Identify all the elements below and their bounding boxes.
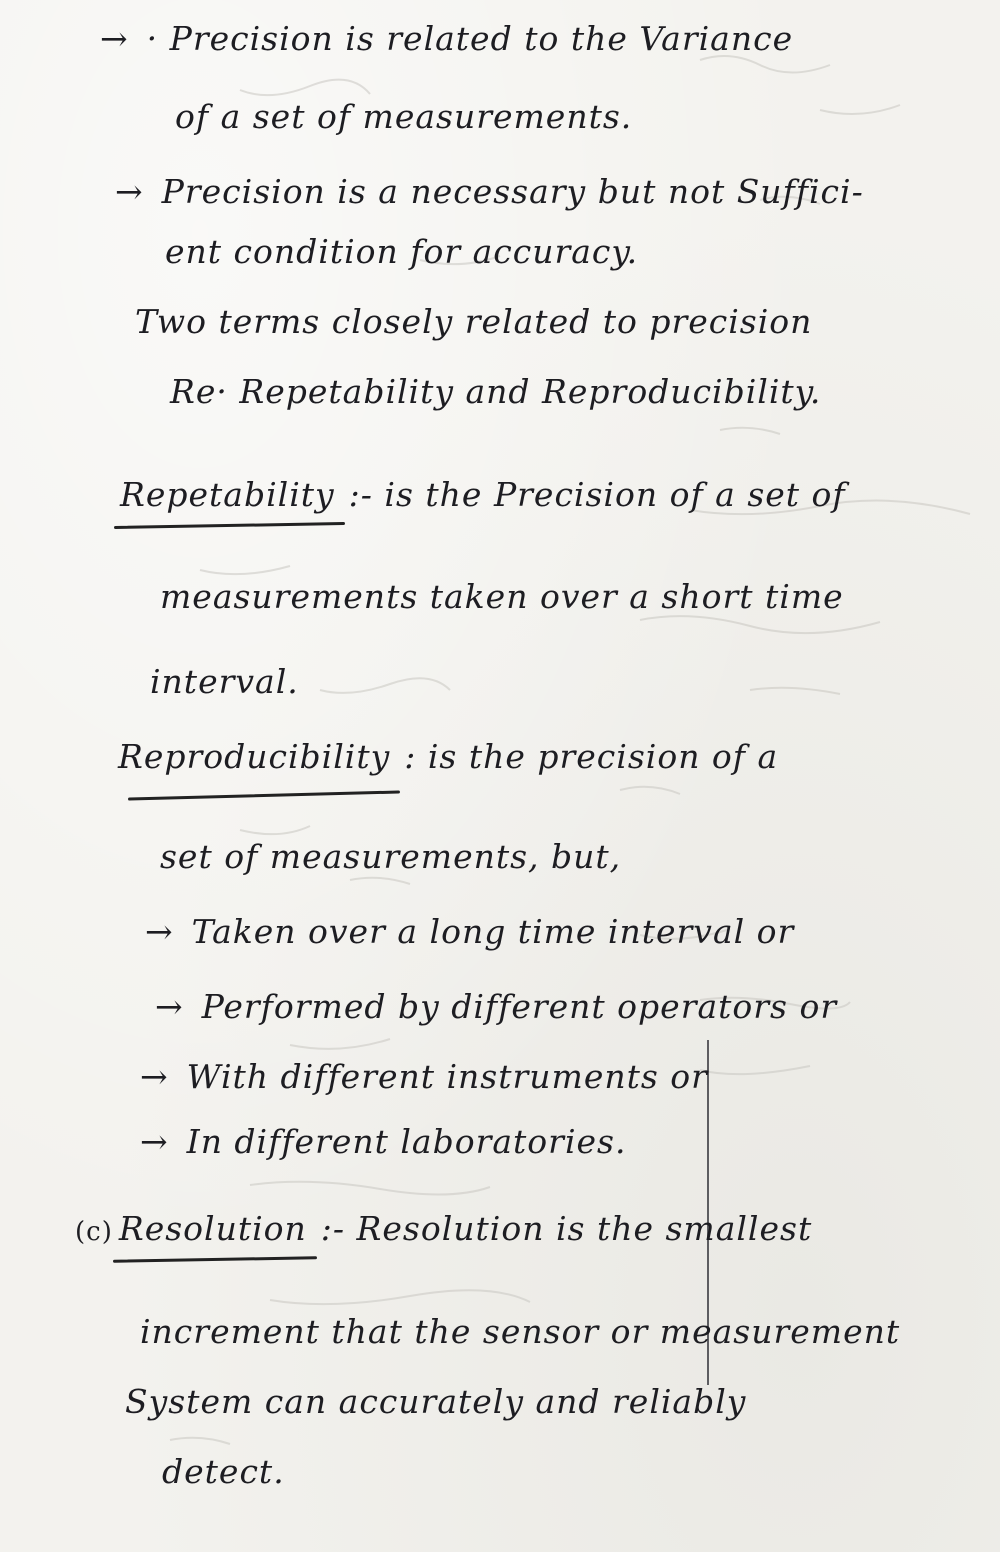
line-text: :- is the Precision of a set of bbox=[348, 475, 846, 514]
line-3 bbox=[115, 172, 864, 211]
line-2 bbox=[175, 97, 633, 136]
line-10 bbox=[118, 737, 779, 776]
term-text: Reproducibility bbox=[118, 737, 391, 776]
term-repetability bbox=[120, 475, 335, 514]
right-arrow-icon: → bbox=[155, 987, 184, 1026]
line-text: Performed by different operators or bbox=[201, 987, 838, 1026]
line-text: ent condition for accuracy. bbox=[165, 232, 639, 271]
line-text: interval. bbox=[150, 662, 299, 701]
line-text: Taken over a long time interval or bbox=[191, 912, 795, 951]
right-arrow-icon: → bbox=[140, 1122, 169, 1161]
line-6 bbox=[170, 372, 822, 411]
line-19 bbox=[162, 1452, 285, 1491]
line-text: increment that the sensor or measurement bbox=[140, 1312, 901, 1351]
line-text: measurements taken over a short time bbox=[160, 577, 844, 616]
term-text: Repetability bbox=[120, 475, 335, 514]
line-5 bbox=[135, 302, 813, 341]
line-1 bbox=[100, 19, 794, 58]
line-11 bbox=[160, 837, 622, 876]
line-text: · Precision is related to the Variance bbox=[146, 19, 794, 58]
right-arrow-icon: → bbox=[115, 172, 144, 211]
line-text: With different instruments or bbox=[186, 1057, 708, 1096]
line-17 bbox=[140, 1312, 901, 1351]
line-text: System can accurately and reliably bbox=[125, 1382, 747, 1421]
term-resolution bbox=[118, 1209, 307, 1248]
section-marker: (c) bbox=[75, 1217, 113, 1247]
line-text: :- Resolution is the smallest bbox=[320, 1209, 813, 1248]
line-text: set of measurements, but, bbox=[160, 837, 622, 876]
line-text: of a set of measurements. bbox=[175, 97, 633, 136]
right-arrow-icon: → bbox=[140, 1057, 169, 1096]
line-14 bbox=[140, 1057, 708, 1096]
line-text: In different laboratories. bbox=[186, 1122, 627, 1161]
underline bbox=[114, 522, 345, 529]
line-15 bbox=[140, 1122, 627, 1161]
line-8 bbox=[160, 577, 844, 616]
line-text: Re· Repetability and Reproducibility. bbox=[170, 372, 822, 411]
line-16 bbox=[75, 1209, 813, 1248]
line-text: Two terms closely related to precision bbox=[135, 302, 813, 341]
line-4 bbox=[165, 232, 639, 271]
term-reproducibility bbox=[118, 737, 391, 776]
line-18 bbox=[125, 1382, 747, 1421]
line-7 bbox=[120, 475, 846, 514]
line-text: Precision is a necessary but not Suffici- bbox=[161, 172, 864, 211]
line-text: detect. bbox=[162, 1452, 285, 1491]
line-12 bbox=[145, 912, 795, 951]
underline bbox=[128, 790, 400, 800]
line-text: : is the precision of a bbox=[404, 737, 779, 776]
line-9 bbox=[150, 662, 299, 701]
right-arrow-icon: → bbox=[145, 912, 174, 951]
underline bbox=[113, 1256, 317, 1263]
right-arrow-icon: → bbox=[100, 19, 129, 58]
term-text: Resolution bbox=[118, 1209, 307, 1248]
line-13 bbox=[155, 987, 838, 1026]
